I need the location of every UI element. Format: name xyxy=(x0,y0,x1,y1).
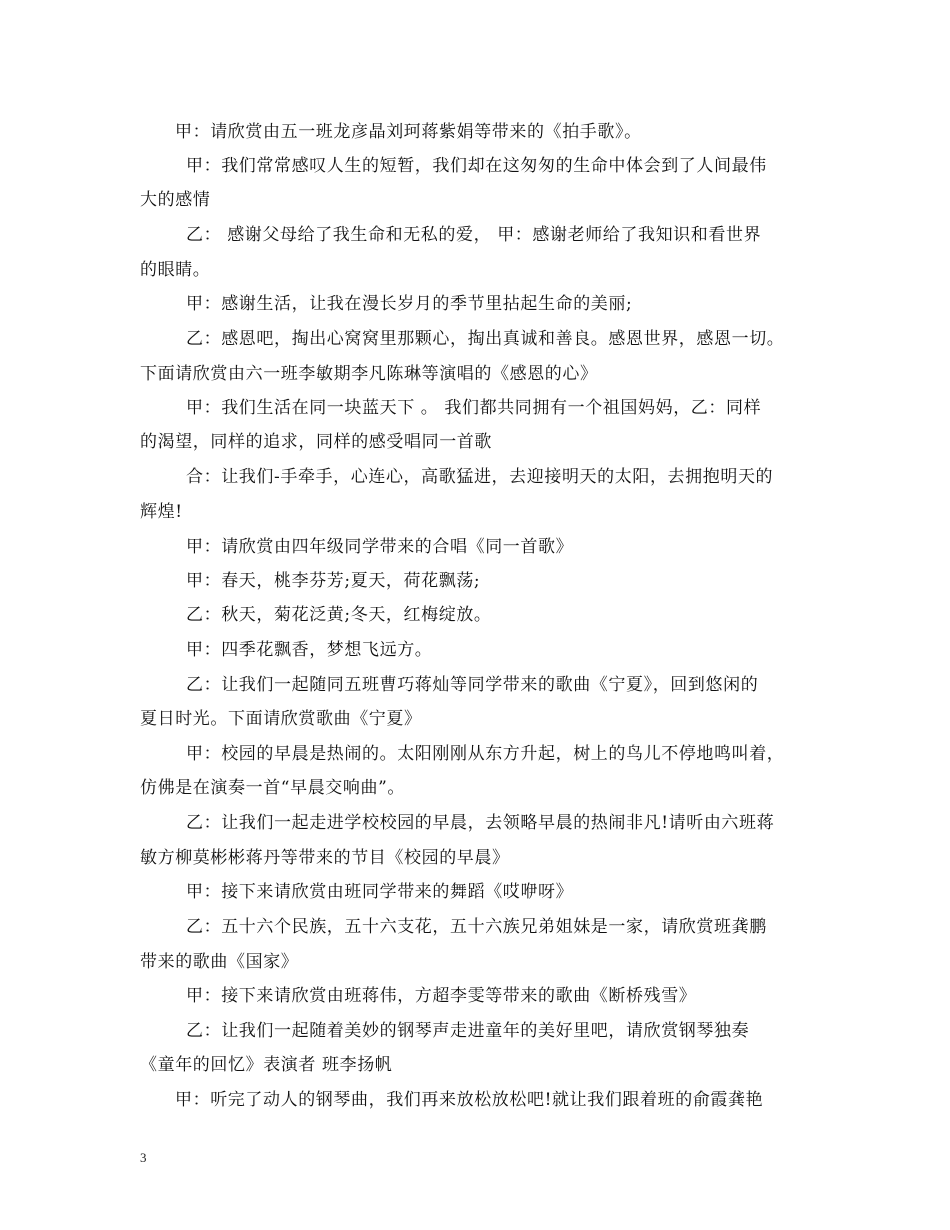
text-line-4: 乙： 感谢父母给了我生命和无私的爱， 甲：感谢老师给了我知识和看世界 xyxy=(186,225,762,245)
text-line-20: 仿佛是在演奏一首“早晨交响曲”。 xyxy=(140,778,405,798)
text-line-3: 大的感情 xyxy=(140,190,211,210)
text-line-18: 夏日时光。下面请欣赏歌曲《宁夏》 xyxy=(140,709,422,729)
text-line-2: 甲：我们常常感叹人生的短暂，我们却在这匆匆的生命中体会到了人间最伟 xyxy=(186,156,767,176)
text-line-26: 甲：接下来请欣赏由班蒋伟，方超李雯等带来的歌曲《断桥残雪》 xyxy=(186,986,697,1006)
text-line-7: 乙：感恩吧，掏出心窝窝里那颗心，掏出真诚和善良。感恩世界，感恩一切。 xyxy=(186,329,785,349)
text-line-25: 带来的歌曲《国家》 xyxy=(140,952,299,972)
text-line-16: 甲：四季花飘香，梦想飞远方。 xyxy=(186,640,433,660)
text-line-17: 乙：让我们一起随同五班曹巧蒋灿等同学带来的歌曲《宁夏》，回到悠闲的 xyxy=(186,675,759,695)
text-line-19: 甲：校园的早晨是热闹的。太阳刚刚从东方升起，树上的鸟儿不停地鸣叫着， xyxy=(186,744,785,764)
text-line-15: 乙：秋天，菊花泛黄;冬天，红梅绽放。 xyxy=(186,605,492,625)
text-line-13: 甲：请欣赏由四年级同学带来的合唱《同一首歌》 xyxy=(186,537,574,557)
text-line-28: 《童年的回忆》表演者 班李扬帆 xyxy=(140,1055,393,1075)
text-line-14: 甲：春天，桃李芬芳;夏天，荷花飘荡; xyxy=(186,571,481,591)
text-line-27: 乙：让我们一起随着美妙的钢琴声走进童年的美好里吧，请欣赏钢琴独奏 xyxy=(186,1021,750,1041)
text-line-10: 的渴望，同样的追求，同样的感受唱同一首歌 xyxy=(140,432,492,452)
text-line-5: 的眼睛。 xyxy=(140,260,211,280)
text-line-6: 甲：感谢生活，让我在漫长岁月的季节里拈起生命的美丽; xyxy=(186,294,633,314)
text-line-21: 乙：让我们一起走进学校校园的早晨，去领略早晨的热闹非凡!请听由六班蒋 xyxy=(186,813,775,833)
text-line-29: 甲：听完了动人的钢琴曲，我们再来放松放松吧!就让我们跟着班的俞霞龚艳 xyxy=(175,1090,764,1110)
text-line-8: 下面请欣赏由六一班李敏期李凡陈琳等演唱的《感恩的心》 xyxy=(140,364,598,384)
text-line-9: 甲：我们生活在同一块蓝天下 。 我们都共同拥有一个祖国妈妈，乙：同样 xyxy=(186,398,762,418)
text-line-1: 甲：请欣赏由五一班龙彦晶刘珂蒋紫娟等带来的《拍手歌》。 xyxy=(175,122,642,142)
text-line-22: 敏方柳莫彬彬蒋丹等带来的节目《校园的早晨》 xyxy=(140,848,510,868)
page-number: 3 xyxy=(140,1150,147,1165)
text-line-23: 甲：接下来请欣赏由班同学带来的舞蹈《哎咿呀》 xyxy=(186,882,574,902)
text-line-12: 辉煌! xyxy=(140,502,183,522)
text-line-11: 合：让我们-手牵手，心连心，高歌猛进，去迎接明天的太阳，去拥抱明天的 xyxy=(186,467,774,487)
text-line-24: 乙：五十六个民族，五十六支花，五十六族兄弟姐妹是一家，请欣赏班龚鹏 xyxy=(186,917,767,937)
